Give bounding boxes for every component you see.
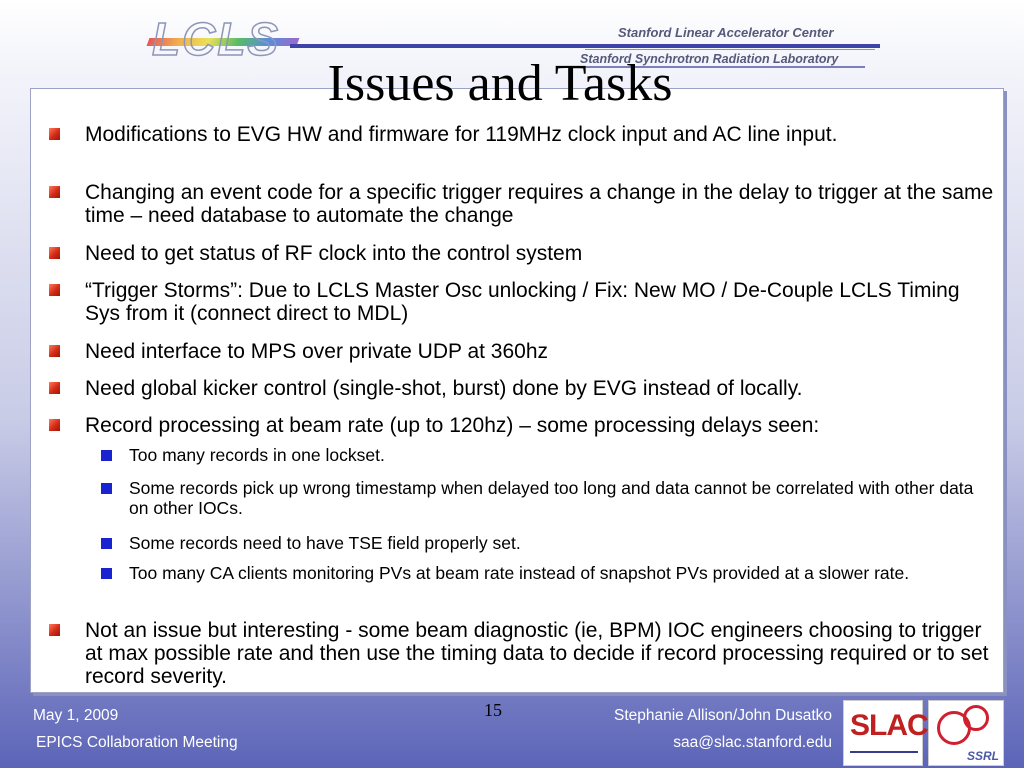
bullet-text: Some records need to have TSE field properly set. xyxy=(129,533,521,553)
bullet-marker-icon xyxy=(49,247,60,259)
page-number: 15 xyxy=(484,700,502,720)
sub-bullet-item xyxy=(129,533,989,553)
org-name-ssrl: Stanford Synchrotron Radiation Laboratory xyxy=(580,52,839,66)
bullet-item xyxy=(85,279,995,325)
bullet-text: Changing an event code for a specific trigger requires a change in the delay to trigger at the same time – need database to automate the change xyxy=(85,181,994,227)
header-rule-thin xyxy=(585,49,875,50)
content-panel xyxy=(30,88,1004,693)
bullet-marker-icon xyxy=(49,624,60,636)
sub-bullet-item xyxy=(129,445,989,465)
bullet-marker-icon xyxy=(49,382,60,394)
ssrl-ring-icon xyxy=(963,705,989,731)
bullet-item xyxy=(85,181,995,227)
footer-meeting: EPICS Collaboration Meeting xyxy=(36,734,238,751)
slide-title: Issues and Tasks xyxy=(327,55,673,112)
bullet-text: Need global kicker control (single-shot, burst) done by EVG instead of locally. xyxy=(85,377,803,400)
header-rule xyxy=(290,44,880,48)
footer-email: saa@slac.stanford.edu xyxy=(673,734,832,751)
sub-bullet-item xyxy=(129,478,989,518)
bullet-marker-icon xyxy=(49,345,60,357)
bullet-item xyxy=(85,242,995,265)
ssrl-logo-text: SSRL xyxy=(966,749,999,763)
bullet-item xyxy=(85,340,995,363)
footer-date: May 1, 2009 xyxy=(33,707,119,724)
bullet-marker-icon xyxy=(49,128,60,140)
slac-logo-text: SLAC xyxy=(850,709,928,742)
lcls-logo-text: LCLS xyxy=(152,13,281,65)
bullet-text: Record processing at beam rate (up to 120hz) – some processing delays seen: xyxy=(85,414,820,437)
bullet-marker-icon xyxy=(49,419,60,431)
bullet-text: Need interface to MPS over private UDP at 360hz xyxy=(85,340,549,363)
ssrl-logo xyxy=(928,700,1004,766)
sub-bullet-marker-icon xyxy=(101,483,112,494)
bullet-text: Some records pick up wrong timestamp when delayed too long and data cannot be correlated with other data on other IOCs. xyxy=(129,478,974,518)
bullet-marker-icon xyxy=(49,186,60,198)
bullet-text: Not an issue but interesting - some beam diagnostic (ie, BPM) IOC engineers choosing to trigger at max possible rate and then use the timing data to decide if record processing required or to set record severity. xyxy=(85,619,989,688)
footer-authors: Stephanie Allison/John Dusatko xyxy=(613,707,832,724)
bullet-text: “Trigger Storms”: Due to LCLS Master Osc unlocking / Fix: New MO / De-Couple LCLS Timing Sys from it (connect direct to MDL) xyxy=(85,279,960,325)
bullet-text: Too many CA clients monitoring PVs at beam rate instead of snapshot PVs provided at a slower rate. xyxy=(129,563,910,583)
slac-logo-underline xyxy=(850,751,918,753)
bullet-item xyxy=(85,123,995,146)
bullet-text: Modifications to EVG HW and firmware for 119MHz clock input and AC line input. xyxy=(85,123,838,146)
bullet-marker-icon xyxy=(49,284,60,296)
bullet-item xyxy=(85,619,995,688)
sub-bullet-item xyxy=(129,563,989,583)
bullet-text: Too many records in one lockset. xyxy=(129,445,385,465)
slac-logo xyxy=(843,700,928,766)
bullet-item xyxy=(85,377,995,400)
bullet-item xyxy=(85,414,995,437)
bullet-text: Need to get status of RF clock into the control system xyxy=(85,242,583,265)
sub-bullet-marker-icon xyxy=(101,450,112,461)
lcls-logo xyxy=(148,13,298,65)
sub-bullet-marker-icon xyxy=(101,568,112,579)
sub-bullet-marker-icon xyxy=(101,538,112,549)
org-name-slac: Stanford Linear Accelerator Center xyxy=(618,25,834,40)
